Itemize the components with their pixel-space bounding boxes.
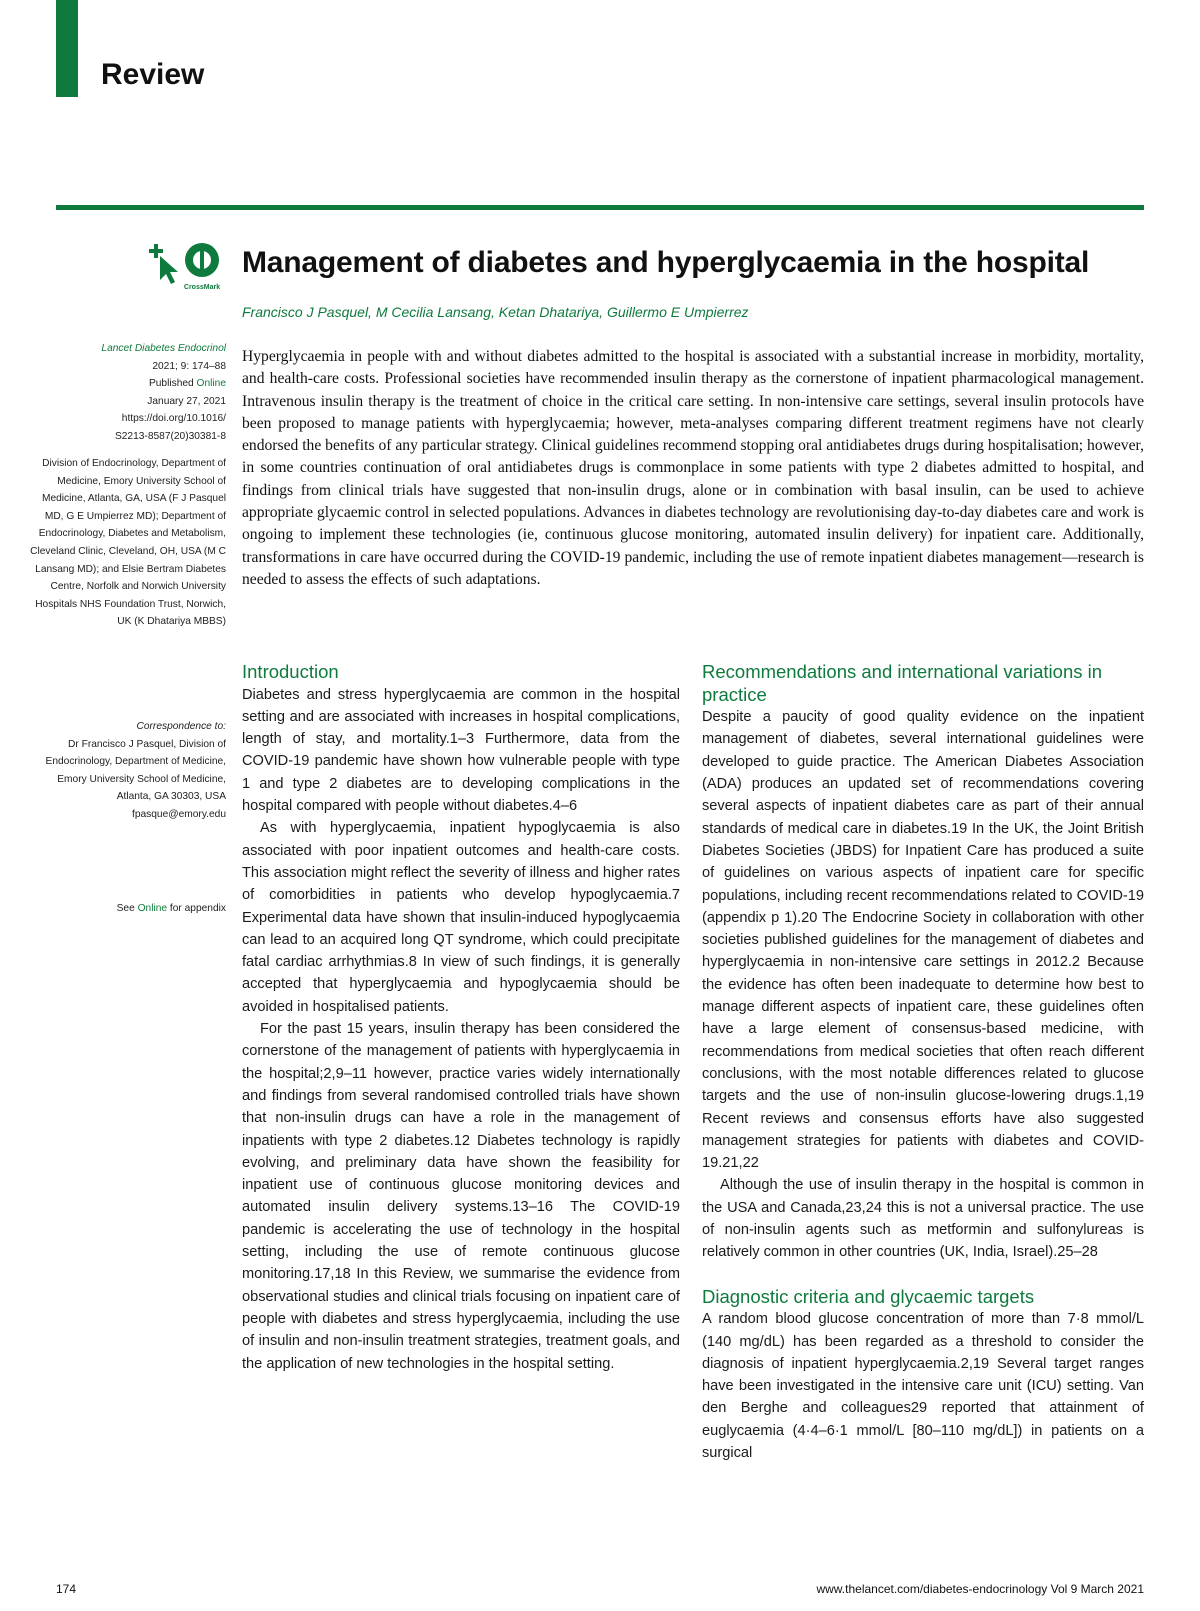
section-color-bar xyxy=(56,0,78,97)
appendix-see: See xyxy=(116,903,135,914)
appendix-online-link[interactable]: Online xyxy=(137,903,168,914)
affiliations: Division of Endocrinology, Department of Medicine, Emory University School of Medicine, Atlanta, GA, USA (F J Pasquel MD, G E Umpierrez MD); Department of Endocrinology, Diabetes and Metabolism, Cleveland Clinic, Cleveland, OH, USA (M C Lansang MD); and Elsie Bertram Diabetes Centre, Norfolk and Norwich University Hospitals NHS Foundation Trust, Norwich, UK (K Dhatariya MBBS) xyxy=(30,458,226,628)
crossmark-circle-icon xyxy=(185,243,219,277)
crossmark-label: CrossMark xyxy=(183,284,221,291)
appendix-note xyxy=(30,900,226,918)
journal-name[interactable]: Lancet Diabetes Endocrinol xyxy=(101,343,226,354)
recommendations-paragraph-2: Although the use of insulin therapy in the hospital is common in the USA and Canada,23,24 this is not a universal practice. The use of non-insulin agents such as metformin and sulfonylureas is relatively common in other countries (UK, India, Israel).25–28 xyxy=(702,1177,1144,1261)
intro-paragraph-2: As with hyperglycaemia, inpatient hypoglycaemia is also associated with poor inpatient outcomes and health-care costs. This association might reflect the severity of illness and higher rates of comorbidities in patients who develop hypoglycaemia.7 Experimental data have shown that insulin-induced hypoglycaemia can lead to an acquired long QT syndrome, which could precipitate fatal cardiac arrhythmias.8 In view of such findings, it is generally accepted that hyperglycaemia and hypoglycaemia should be avoided in hospitalised patients. xyxy=(242,820,680,1015)
author-list: Francisco J Pasquel, M Cecilia Lansang, Ketan Dhatariya, Guillermo E Umpierrez xyxy=(242,304,749,320)
crossmark-logo-icon[interactable] xyxy=(140,238,232,292)
citation: 2021; 9: 174–88 xyxy=(152,360,226,372)
diagnostic-paragraph-1: A random blood glucose concentration of more than 7·8 mmol/L (140 mg/dL) has been regarded as a threshold to consider the diagnosis of inpatient hyperglycaemia.2,19 Several target ranges have been investigated in the intensive care unit (ICU) setting. Van den Berghe and colleagues29 reported that attainment of euglycaemia (4·4–6·1 mmol/L [80–110 mg/dL]) in patients on a surgical xyxy=(702,1311,1144,1461)
left-column xyxy=(242,661,680,1375)
publication-info xyxy=(30,340,226,446)
abstract: Hyperglycaemia in people with and without diabetes admitted to the hospital is associated with a substantial increase in morbidity, mortality, and health-care costs. Professional societies have recommended insulin therapy as the cornerstone of inpatient pharmacological management. Intravenous insulin therapy is the treatment of choice in the critical care setting. In non-intensive care settings, several insulin protocols have been proposed to manage patients with hyperglycaemia; however, meta-analyses comparing different treatment regimens have not clearly endorsed the benefits of any particular strategy. Clinical guidelines recommend stopping oral antidiabetes drugs during hospitalisation; however, in some countries continuation of oral antidiabetes drugs is commonplace in some patients with type 2 diabetes admitted to hospital, and findings from clinical trials have suggested that non-insulin drugs, alone or in combination with basal insulin, can be used to achieve appropriate glycaemic control in selected populations. Advances in diabetes technology are revolutionising day-to-day diabetes care and work is ongoing to implement these technologies (ie, continuous glucose monitoring, automated insulin delivery) for inpatient care. Additionally, transformations in care have occurred during the COVID-19 pandemic, including the use of remote inpatient diabetes management—research is needed to assess the effects of such adaptations. xyxy=(242,348,1144,588)
doi-line-1[interactable]: https://doi.org/10.1016/ xyxy=(121,413,226,425)
correspondence-address: Dr Francisco J Pasquel, Division of Endocrinology, Department of Medicine, Emory University School of Medicine, Atlanta, GA 30303, USA xyxy=(45,738,226,803)
diagnostic-heading: Diagnostic criteria and glycaemic targets xyxy=(702,1285,1035,1307)
doi-line-2[interactable]: S2213-8587(20)30381-8 xyxy=(114,430,226,442)
intro-paragraph-1: Diabetes and stress hyperglycaemia are common in the hospital setting and are associated with increases in hospital complications, length of stay, and mortality.1–3 Furthermore, data from the COVID-19 pandemic have shown how vulnerable people with type 1 and type 2 diabetes are to developing complications in the hospital compared with people without diabetes.4–6 xyxy=(242,686,680,815)
header-rule xyxy=(56,205,1144,210)
article-title: Management of diabetes and hyperglycaemia in the hospital xyxy=(242,246,1090,279)
correspondence-email[interactable]: fpasque@emory.edu xyxy=(132,808,226,820)
right-column xyxy=(702,661,1144,1464)
appendix-rest: for appendix xyxy=(169,903,226,914)
correspondence-label: Correspondence to: xyxy=(136,721,226,732)
correspondence-block xyxy=(30,718,226,824)
page-number: 174 xyxy=(56,1582,77,1596)
introduction-heading: Introduction xyxy=(242,661,339,682)
published-label: Published xyxy=(148,378,194,390)
published-date: January 27, 2021 xyxy=(147,395,226,407)
intro-paragraph-3: For the past 15 years, insulin therapy has been considered the cornerstone of the management of patients with hyperglycaemia in the hospital;2,9–11 however, practice varies widely internationally and findings from several randomised controlled trials have shown that non-insulin drugs can have a role in the management of inpatients with type 2 diabetes.12 Diabetes technology is rapidly evolving, and preliminary data have shown the feasibility for inpatient use of continuous glucose monitoring devices and automated insulin delivery systems.13–16 The COVID-19 pandemic is accelerating the use of technology in the hospital setting, including the use of remote continuous glucose monitoring.17,18 In this Review, we summarise the evidence from observational studies and clinical trials focusing on inpatient care of people with diabetes and stress hyperglycaemia, including the use of insulin and non-insulin treatment strategies, treatment goals, and the application of new technologies in the hospital setting. xyxy=(242,1021,680,1372)
cursor-plus-icon xyxy=(149,244,178,284)
recommendations-heading: Recommendations and international variations in practice xyxy=(702,661,1103,705)
section-label: Review xyxy=(101,58,205,91)
recommendations-paragraph-1: Despite a paucity of good quality evidence on the inpatient management of diabetes, several international guidelines were developed to guide practice. The American Diabetes Association (ADA) produces an updated set of recommendations covering several aspects of inpatient diabetes care as part of their annual standards of medical care in diabetes.19 In the UK, the Joint British Diabetes Societies (JBDS) for Inpatient Care has produced a suite of guidelines on various aspects of inpatient care for specific populations, including recent recommendations related to COVID-19 (appendix p 1).20 The Endocrine Society in collaboration with other societies published guidelines for the management of diabetes and hyperglycaemia in non-intensive care settings in 2012.2 Because the evidence has often been inadequate to determine how best to manage different aspects of inpatient care, these guidelines often have a large element of consensus-based medicine, with recommendations from medical societies that often reach different conclusions, with the most notable differences related to glucose targets and the use of non-insulin glucose-lowering drugs.1,19 Recent reviews and consensus efforts have also suggested management strategies for patients with diabetes and COVID-19.21,22 xyxy=(702,709,1144,1172)
journal-footer[interactable]: www.thelancet.com/diabetes-endocrinology Vol 9 March 2021 xyxy=(816,1582,1144,1596)
published-online-link[interactable]: Online xyxy=(196,378,226,390)
